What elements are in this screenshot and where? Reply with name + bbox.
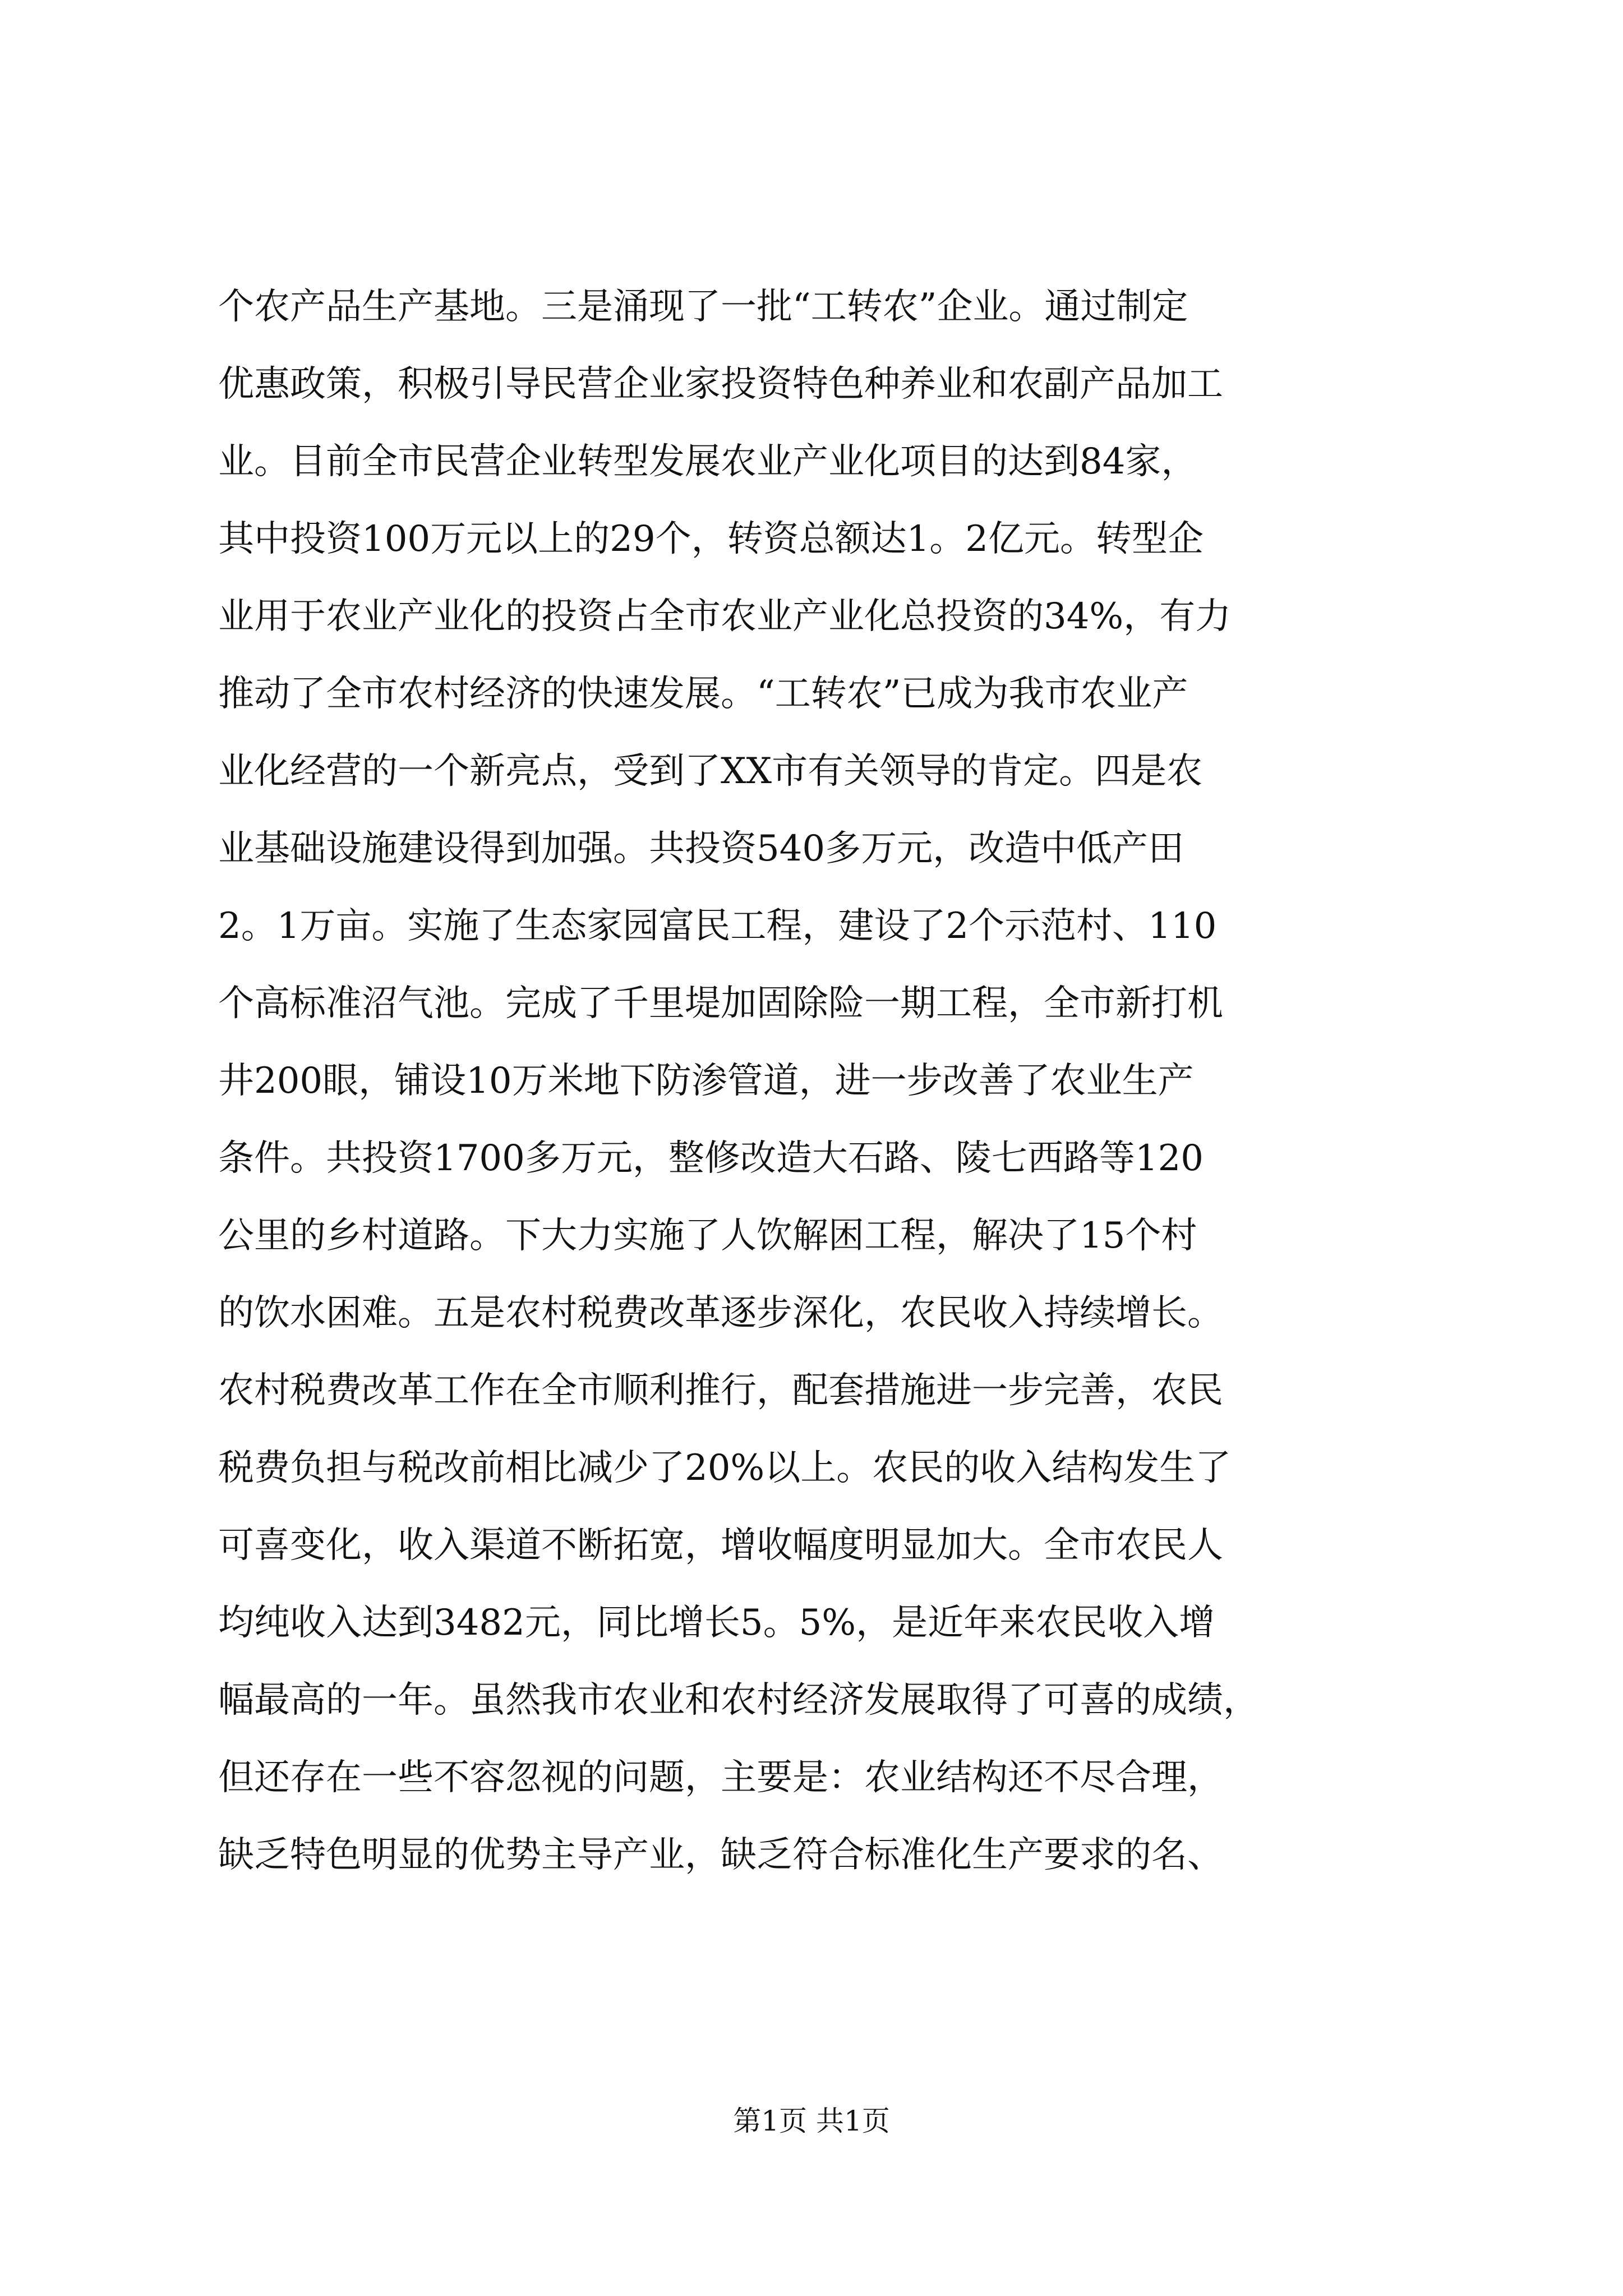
body-text: [218, 268, 1463, 1894]
text-line: 的饮水困难。五是农村税费改革逐步深化，农民收入持续增长。: [218, 1292, 1223, 1334]
text-line: 幅最高的一年。虽然我市农业和农村经济发展取得了可喜的成绩，: [218, 1680, 1259, 1721]
text-line: 业基础设施建设得到加强。共投资540多万元，改造中低产田: [218, 828, 1184, 869]
text-line: 公里的乡村道路。下大力实施了人饮解困工程，解决了15个村: [218, 1215, 1197, 1257]
text-line: 个高标准沼气池。完成了千里堤加固除险一期工程，全市新打机: [218, 983, 1223, 1024]
text-line: 其中投资100万元以上的29个，转资总额达1。2亿元。转型企: [218, 518, 1204, 560]
text-line: 可喜变化，收入渠道不断拓宽，增收幅度明显加大。全市农民人: [218, 1525, 1223, 1566]
text-line: 业化经营的一个新亮点，受到了XX市有关领导的肯定。四是农: [218, 751, 1203, 792]
page-footer: 第1页 共1页: [733, 2105, 890, 2137]
text-line: 优惠政策，积极引导民营企业家投资特色种养业和农副产品加工: [218, 364, 1223, 405]
text-line: 缺乏特色明显的优势主导产业，缺乏符合标准化生产要求的名、: [218, 1834, 1223, 1876]
text-line: 均纯收入达到3482元，同比增长5。5%，是近年来农民收入增: [218, 1602, 1215, 1644]
text-line: 但还存在一些不容忽视的问题，主要是：农业结构还不尽合理，: [218, 1757, 1223, 1798]
text-line: 业用于农业产业化的投资占全市农业产业化总投资的34%，有力: [218, 596, 1232, 637]
text-line: 条件。共投资1700多万元，整修改造大石路、陵七西路等120: [218, 1138, 1204, 1179]
text-line: 业。目前全市民营企业转型发展农业产业化项目的达到84家，: [218, 441, 1197, 482]
text-line: 推动了全市农村经济的快速发展。“工转农”已成为我市农业产: [218, 673, 1188, 715]
text-line: 个农产品生产基地。三是涌现了一批“工转农”企业。通过制定: [218, 286, 1188, 328]
text-line: 税费负担与税改前相比减少了20%以上。农民的收入结构发生了: [218, 1447, 1232, 1489]
text-line: 井200眼，铺设10万米地下防渗管道，进一步改善了农业生产: [218, 1060, 1194, 1102]
text-line: 农村税费改革工作在全市顺利推行，配套措施进一步完善，农民: [218, 1370, 1223, 1411]
text-line: 2。1万亩。实施了生态家园富民工程，建设了2个示范村、110: [218, 905, 1217, 947]
